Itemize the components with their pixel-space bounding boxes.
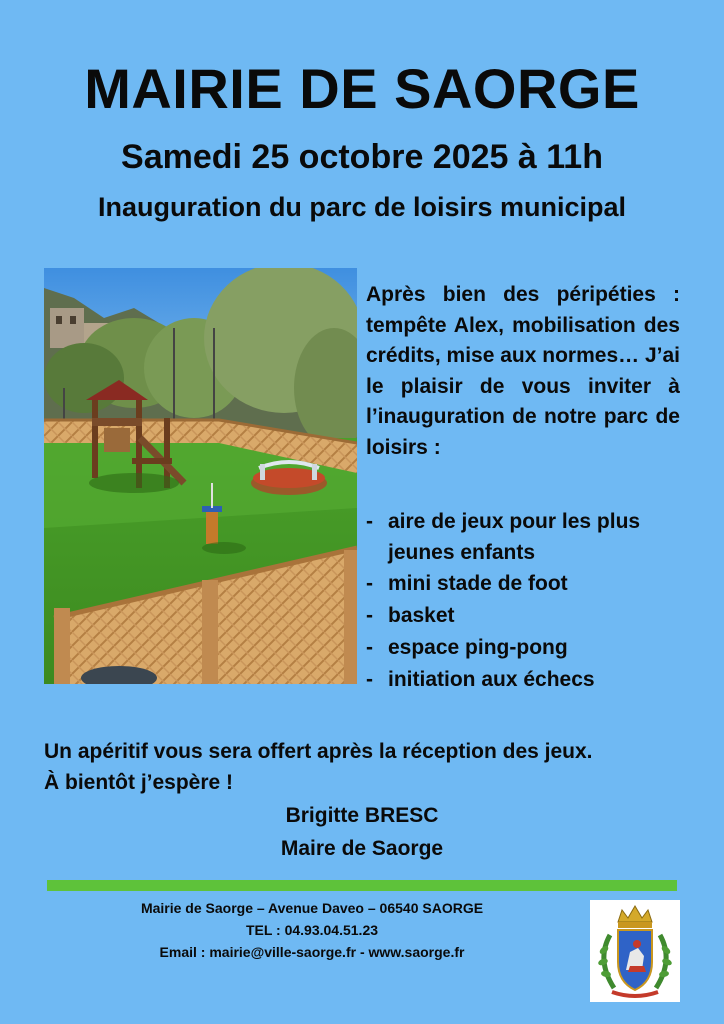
list-item [366,568,696,600]
list-dash: - [366,604,373,627]
event-date: Samedi 25 octobre 2025 à 11h [121,138,603,176]
signature-block [200,799,524,865]
playground-photo [44,268,357,684]
closing-line-1: Un apéritif vous sera offert après la réception des jeux. [44,740,593,763]
footer-email-web: Email : mairie@ville-saorge.fr - www.saorge.fr [159,944,465,960]
list-item-label: aire de jeux pour les plus jeunes enfants [388,510,641,564]
closing-text [44,736,704,798]
list-dash: - [366,668,373,691]
footer-phone: TEL : 04.93.04.51.23 [245,922,379,938]
list-item-label: initiation aux échecs [388,668,595,691]
list-item [366,506,696,568]
list-dash: - [366,510,373,533]
footer-contact [100,897,524,963]
green-divider [47,880,677,891]
list-item [366,632,696,664]
list-item [366,600,696,632]
list-item-label: espace ping-pong [388,636,568,659]
signatory-name: Brigitte BRESC [285,804,439,827]
list-item-label: basket [388,604,455,627]
list-item [366,664,696,696]
intro-paragraph: Après bien des péripéties : tempête Alex, mobilisation des crédits, mise aux normes… J’ai le plaisir de vous inviter à l’inauguration de notre parc de loisirs : [366,283,680,459]
list-item-label: mini stade de foot [388,572,568,595]
page-title: MAIRIE DE SAORGE [84,57,640,120]
closing-line-2: À bientôt j’espère ! [44,771,234,794]
saorge-coat-of-arms-icon [590,900,680,1002]
event-subtitle: Inauguration du parc de loisirs municipal [97,192,627,222]
list-dash: - [366,636,373,659]
signatory-role: Maire de Saorge [280,837,444,860]
list-dash: - [366,572,373,595]
footer-address: Mairie de Saorge – Avenue Daveo – 06540 SAORGE [140,900,484,916]
features-list [366,506,696,696]
